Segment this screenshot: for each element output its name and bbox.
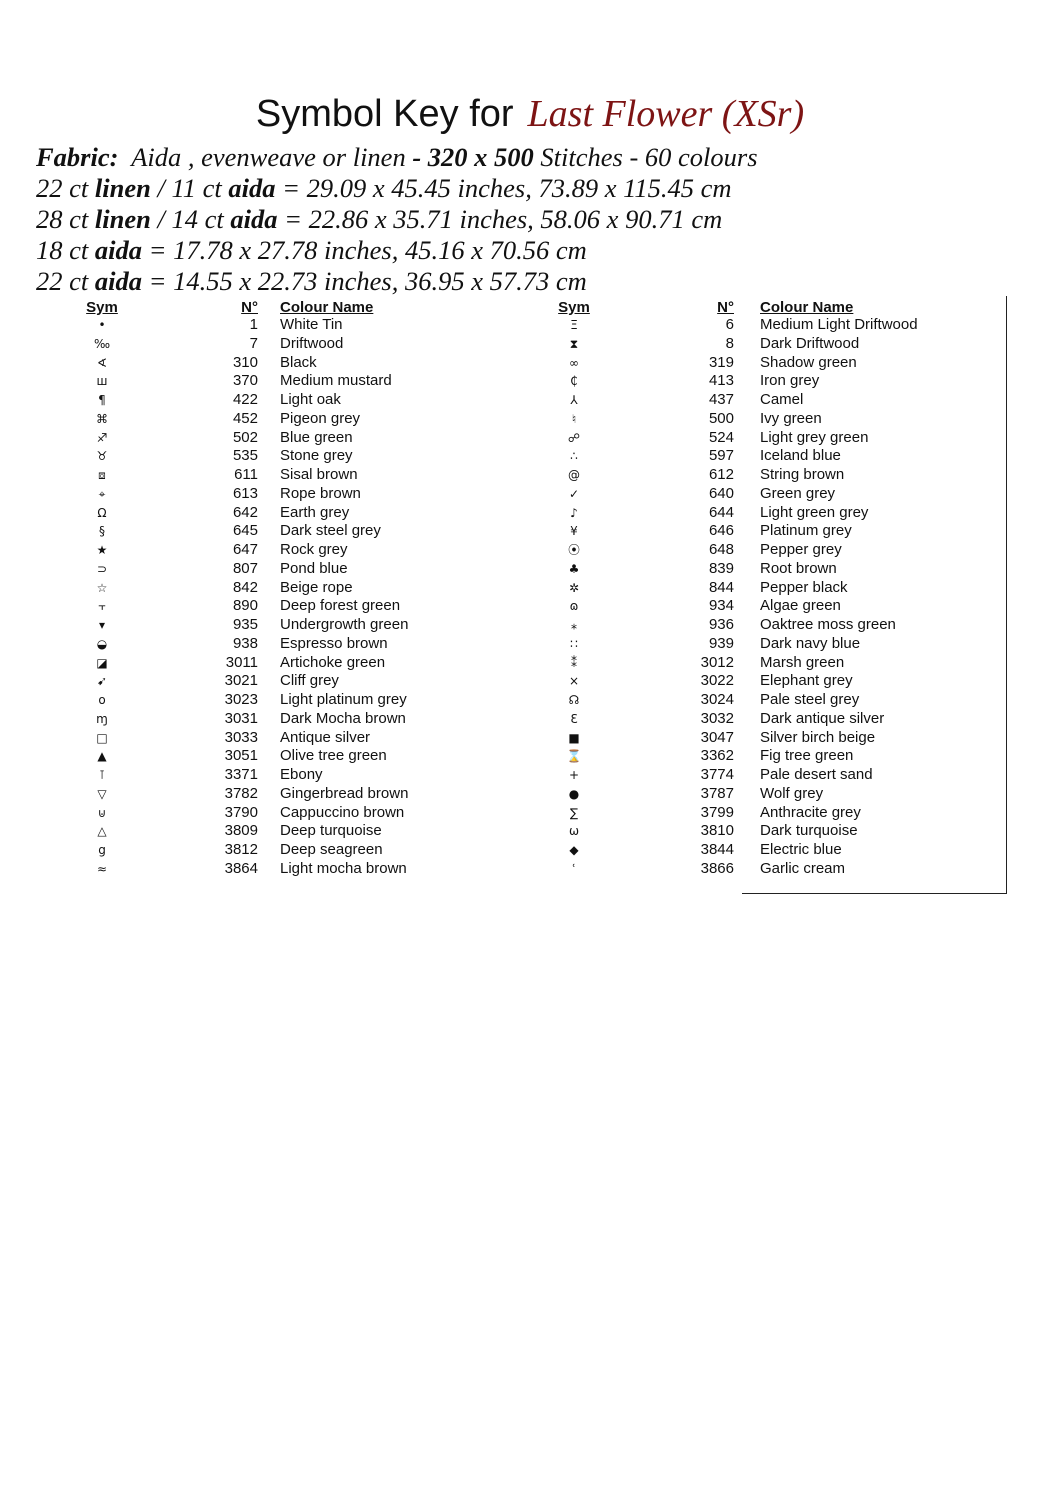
colour-name: Pigeon grey	[280, 409, 361, 427]
colour-number: 502	[232, 428, 258, 446]
stitch-symbol-icon: ➹	[96, 674, 108, 689]
colour-name: Pale desert sand	[760, 766, 873, 783]
colour-number: 648	[708, 541, 734, 558]
colour-name: Electric blue	[760, 841, 842, 858]
stitch-symbol-icon: ɱ	[96, 711, 108, 726]
size-count: 22 ct	[36, 173, 89, 203]
colour-number: 935	[232, 616, 258, 633]
stitch-symbol-icon: ♐	[96, 430, 108, 445]
colour-name: Deep seagreen	[280, 841, 383, 858]
size-fabric: linen	[94, 204, 151, 234]
colour-number: 524	[708, 428, 734, 446]
stitch-symbol-icon: §	[99, 524, 105, 539]
colour-name: Ivy green	[760, 409, 822, 427]
colour-name: Dark navy blue	[760, 634, 861, 652]
stitch-symbol-icon: ₵	[570, 374, 578, 389]
colour-number: 3782	[224, 784, 258, 802]
stitch-symbol-icon: ★	[96, 543, 108, 557]
size-dimensions: = 17.78 x 27.78 inches, 45.16 x 70.56 cm	[148, 235, 587, 265]
stitch-symbol-icon: ✓	[568, 486, 580, 501]
colour-number: 3012	[700, 653, 734, 671]
stitch-count: 320 x 500	[427, 142, 534, 172]
colour-number: 3031	[224, 709, 258, 727]
colour-number: 612	[708, 466, 734, 483]
size-separator: /	[157, 204, 165, 234]
stitch-symbol-icon: Ɛ	[570, 711, 578, 726]
stitch-symbol-icon: ■	[568, 730, 580, 745]
colour-number: 3774	[700, 766, 734, 783]
colour-name: Platinum grey	[760, 522, 852, 540]
colour-number: 839	[708, 559, 734, 577]
number-column-header: N°	[717, 299, 734, 316]
colour-name: Dark turquoise	[760, 822, 858, 840]
colour-number: 310	[232, 353, 258, 371]
colour-name: Algae green	[760, 597, 841, 615]
stitch-symbol-icon: ⫟	[98, 599, 106, 614]
stitch-symbol-icon: ⧗	[569, 336, 579, 351]
stitch-symbol-icon: ♉	[96, 449, 108, 464]
colour-name: Pepper black	[760, 578, 848, 596]
colour-number: 3023	[224, 691, 258, 708]
stitch-symbol-icon: Ω	[97, 505, 107, 520]
colour-name: Dark steel grey	[280, 522, 381, 540]
colour-number: 642	[232, 503, 258, 521]
colour-name: Pale steel grey	[760, 691, 860, 708]
colour-name: Wolf grey	[760, 784, 824, 802]
colour-number: 647	[232, 541, 258, 558]
colour-number: 3809	[224, 822, 258, 840]
colour-name: Shadow green	[760, 353, 857, 371]
colour-name: Elephant grey	[760, 672, 853, 690]
colour-number: 3011	[225, 653, 258, 671]
fabric-dash: -	[412, 142, 422, 172]
colour-name: Ebony	[280, 766, 323, 783]
colour-name: Cappuccino brown	[280, 803, 405, 821]
colour-name: Iceland blue	[760, 447, 841, 465]
colour-name: Olive tree green	[280, 747, 387, 765]
colour-number: 3362	[700, 747, 734, 765]
colour-number: 936	[708, 616, 734, 633]
stitch-symbol-icon: ▾	[98, 618, 106, 632]
size-fabric: linen	[94, 173, 151, 203]
colour-number: 422	[232, 391, 258, 408]
colour-number: 3051	[224, 747, 258, 765]
colour-number: 844	[708, 578, 734, 596]
colour-name: Medium Light Driftwood	[760, 316, 918, 333]
colour-number: 452	[232, 409, 258, 427]
colour-name: Driftwood	[280, 334, 344, 352]
colour-number: 3022	[700, 672, 734, 690]
fabric-line	[36, 142, 1036, 173]
stitch-symbol-icon: ●	[568, 786, 580, 801]
stitch-symbol-icon: ♮	[571, 411, 577, 426]
colour-number: 842	[232, 578, 258, 596]
stitch-symbol-icon: ♣	[568, 561, 580, 576]
stitch-symbol-icon: g	[98, 843, 106, 857]
stitch-suffix: Stitches - 60 colours	[540, 142, 758, 172]
colour-name: Dark Mocha brown	[280, 709, 406, 727]
colour-number: 644	[708, 503, 734, 521]
colour-number: 500	[708, 409, 734, 427]
stitch-symbol-icon: ×	[568, 674, 580, 689]
colour-number: 413	[708, 372, 734, 390]
colour-number: 939	[708, 634, 734, 652]
table-border-bottom	[742, 893, 1007, 894]
colour-name: White Tin	[280, 316, 343, 333]
colour-number: 613	[232, 484, 258, 502]
colour-name: Root brown	[760, 559, 837, 577]
size-count: 28 ct	[36, 204, 89, 234]
size-dimensions: = 29.09 x 45.45 inches, 73.89 x 115.45 cm	[282, 173, 732, 203]
colour-name: Green grey	[760, 484, 836, 502]
colour-name-column-header: Colour Name	[280, 299, 374, 316]
pattern-name: Last Flower (XSr)	[527, 93, 805, 135]
colour-name: Light green grey	[760, 503, 869, 521]
size-count-alt: 11 ct	[171, 173, 222, 203]
stitch-symbol-icon: □	[96, 730, 108, 745]
size-fabric-alt: aida	[228, 173, 276, 203]
colour-number: 3047	[700, 728, 734, 746]
stitch-symbol-icon: ⁎	[571, 618, 577, 632]
colour-number: 8	[725, 334, 734, 352]
size-separator: /	[157, 173, 165, 203]
stitch-symbol-icon: ≈	[96, 861, 108, 876]
stitch-symbol-icon: ▽	[97, 786, 107, 801]
colour-name: Stone grey	[280, 447, 353, 465]
colour-number: 3787	[700, 784, 734, 802]
size-fabric: aida	[94, 235, 142, 265]
colour-number: 646	[708, 522, 734, 540]
stitch-symbol-icon: ▲	[97, 749, 107, 764]
colour-number: 3790	[224, 803, 258, 821]
colour-number: 535	[232, 447, 258, 465]
stitch-symbol-icon: △	[97, 824, 107, 839]
colour-number: 437	[708, 391, 734, 408]
colour-name: Oaktree moss green	[760, 616, 896, 633]
colour-name: Dark Driftwood	[760, 334, 860, 352]
size-dimensions: = 22.86 x 35.71 inches, 58.06 x 90.71 cm	[284, 204, 723, 234]
stitch-symbol-icon: ◒	[96, 636, 108, 651]
colour-name: Pepper grey	[760, 541, 842, 558]
colour-name: Black	[280, 353, 317, 371]
colour-number: 890	[232, 597, 258, 615]
colour-name: Rope brown	[280, 484, 361, 502]
colour-number: 938	[232, 634, 258, 652]
stitch-symbol-icon: ⦿	[567, 543, 580, 557]
colour-name: Deep forest green	[280, 597, 401, 615]
stitch-symbol-icon: ¶	[98, 393, 106, 407]
stitch-symbol-icon: •	[98, 318, 106, 332]
colour-name: Anthracite grey	[760, 803, 861, 821]
colour-number: 3032	[700, 709, 734, 727]
colour-name: Light mocha brown	[280, 859, 407, 877]
colour-number: 3864	[224, 859, 258, 877]
colour-name: Espresso brown	[280, 634, 388, 652]
colour-name: Undergrowth green	[280, 616, 409, 633]
stitch-symbol-icon: ⅄	[570, 393, 578, 407]
stitch-symbol-icon: ♪	[570, 505, 578, 520]
size-dimensions: = 14.55 x 22.73 inches, 36.95 x 57.73 cm	[148, 266, 587, 296]
colour-number: 3799	[700, 803, 734, 821]
colour-name: Light grey green	[760, 428, 869, 446]
colour-name: Artichoke green	[280, 653, 386, 671]
colour-number: 1	[249, 316, 258, 333]
stitch-symbol-icon: ω	[568, 824, 580, 839]
stitch-symbol-icon: ⊍	[97, 805, 107, 820]
colour-number: 645	[232, 522, 258, 540]
colour-name: Fig tree green	[760, 747, 854, 765]
colour-number: 640	[708, 484, 734, 502]
colour-number: 3844	[700, 841, 734, 858]
colour-number: 7	[249, 334, 258, 352]
colour-name: Camel	[760, 391, 804, 408]
colour-number: 611	[234, 466, 258, 483]
fabric-types: Aida , evenweave or linen	[131, 142, 406, 172]
stitch-symbol-icon: o	[98, 693, 106, 707]
colour-name: Medium mustard	[280, 372, 392, 390]
colour-number: 597	[708, 447, 734, 465]
page-title	[0, 92, 1060, 142]
colour-name-column-header: Colour Name	[760, 299, 854, 316]
stitch-symbol-icon: ⊃	[96, 561, 108, 576]
colour-name: Light platinum grey	[280, 691, 407, 708]
stitch-symbol-icon: ⁑	[571, 655, 577, 670]
colour-name: Dark antique silver	[760, 709, 885, 727]
stitch-symbol-icon: @	[568, 468, 580, 482]
colour-name: Sisal brown	[280, 466, 358, 483]
number-column-header: N°	[241, 299, 258, 316]
stitch-symbol-icon: ◆	[569, 843, 579, 857]
stitch-symbol-icon: ∢	[96, 355, 108, 370]
colour-name: Light oak	[280, 391, 341, 408]
stitch-symbol-icon: ⌘	[96, 411, 108, 426]
stitch-symbol-icon: ш	[96, 374, 108, 389]
stitch-symbol-icon: ☍	[567, 430, 581, 445]
colour-number: 3021	[224, 672, 258, 690]
stitch-symbol-icon: ⧈	[98, 468, 106, 482]
stitch-symbol-icon: ◪	[96, 655, 108, 670]
stitch-symbol-icon: ʿ	[572, 861, 576, 876]
size-count: 18 ct	[36, 235, 89, 265]
size-fabric: aida	[94, 266, 142, 296]
colour-number: 3866	[700, 859, 734, 877]
stitch-symbol-icon: ⌛	[566, 749, 582, 764]
colour-name: Marsh green	[760, 653, 845, 671]
colour-name: Gingerbread brown	[280, 784, 409, 802]
title-prefix: Symbol Key for	[255, 93, 514, 135]
colour-name: String brown	[760, 466, 845, 483]
colour-name: Deep turquoise	[280, 822, 382, 840]
stitch-symbol-icon: ☊	[568, 693, 580, 707]
colour-number: 3810	[700, 822, 734, 840]
colour-name: Earth grey	[280, 503, 350, 521]
stitch-symbol-icon: ✲	[568, 580, 580, 595]
stitch-symbol-icon: Ξ	[570, 318, 578, 332]
stitch-symbol-icon: ⊺	[98, 768, 106, 782]
size-count: 22 ct	[36, 266, 89, 296]
stitch-symbol-icon: ⌖	[98, 486, 106, 501]
stitch-symbol-icon: ∴	[570, 449, 578, 464]
colour-number: 807	[232, 559, 258, 577]
stitch-symbol-icon: ɷ	[569, 599, 579, 614]
colour-name: Blue green	[280, 428, 353, 446]
colour-name: Garlic cream	[760, 859, 846, 877]
colour-name: Antique silver	[280, 728, 371, 746]
colour-name: Iron grey	[760, 372, 820, 390]
size-fabric-alt: aida	[230, 204, 278, 234]
colour-name: Rock grey	[280, 541, 348, 558]
colour-number: 6	[725, 316, 734, 333]
table-border-right	[1006, 296, 1007, 894]
colour-number: 3812	[224, 841, 258, 858]
colour-name: Pond blue	[280, 559, 348, 577]
colour-number: 934	[708, 597, 734, 615]
size-line	[36, 235, 1036, 266]
stitch-symbol-icon: ¥	[570, 524, 578, 539]
size-line	[36, 266, 1036, 297]
sym-column-header: Sym	[558, 299, 590, 316]
colour-number: 3033	[224, 728, 258, 746]
stitch-symbol-icon: ‰	[93, 336, 111, 351]
sym-column-header: Sym	[86, 299, 118, 316]
stitch-symbol-icon: ∷	[570, 636, 578, 651]
stitch-symbol-icon: +	[568, 768, 580, 782]
colour-number: 3371	[224, 766, 258, 783]
colour-number: 3024	[700, 691, 734, 708]
colour-name: Beige rope	[280, 578, 353, 596]
size-count-alt: 14 ct	[171, 204, 224, 234]
size-line	[36, 204, 1036, 235]
colour-number: 319	[708, 353, 734, 371]
stitch-symbol-icon: ☆	[96, 580, 108, 595]
size-line	[36, 173, 1036, 204]
colour-name: Cliff grey	[280, 672, 339, 690]
colour-name: Silver birch beige	[760, 728, 876, 746]
stitch-symbol-icon: ∞	[569, 355, 579, 370]
stitch-symbol-icon: ∑	[569, 805, 579, 820]
colour-number: 370	[232, 372, 258, 390]
fabric-label: Fabric:	[36, 142, 119, 172]
